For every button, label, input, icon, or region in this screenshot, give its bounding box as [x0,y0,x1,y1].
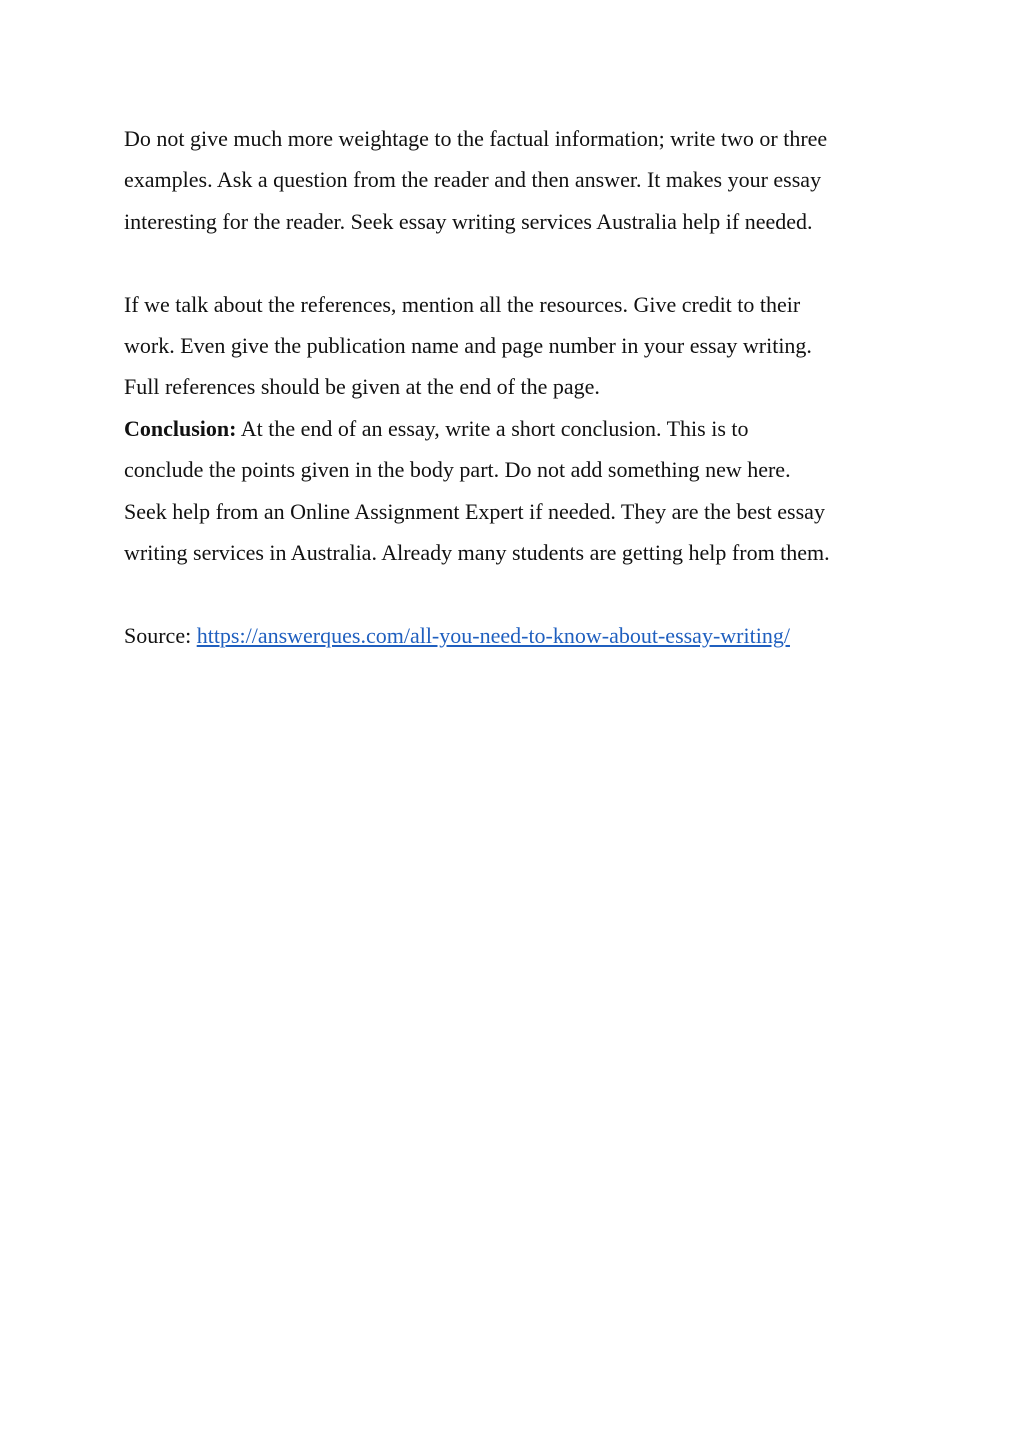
paragraph-line: conclude the points given in the body part. Do not add something new here. [124,457,791,483]
paragraph-references [124,284,924,408]
paragraph-line: If we talk about the references, mention all the resources. Give credit to their [124,291,801,317]
paragraph-line: writing services in Australia. Already many students are getting help from them. [124,539,830,565]
source-line [124,615,924,656]
source-citation [124,615,924,656]
paragraph-line [124,408,924,449]
document-body [124,118,924,656]
paragraph-spacer [124,573,924,614]
paragraph-line: work. Even give the publication name and page number in your essay writing. [124,332,812,358]
paragraph-line: examples. Ask a question from the reader and then answer. It makes your essay [124,167,822,193]
paragraph-line: interesting for the reader. Seek essay writing services Australia help if needed. [124,208,813,234]
source-label: Source: [124,622,197,648]
conclusion-heading: Conclusion: [124,415,237,441]
paragraph-line: Do not give much more weightage to the factual information; write two or three [124,126,828,151]
paragraph-conclusion [124,408,924,574]
paragraph-line: Seek help from an Online Assignment Expert if needed. They are the best essay [124,498,825,524]
conclusion-first-line: At the end of an essay, write a short conclusion. This is to [236,415,749,441]
paragraph-spacer [124,242,924,283]
paragraph-line: Full references should be given at the end of the page. [124,374,600,400]
paragraph-factual-info [124,118,924,242]
source-link[interactable]: https://answerques.com/all-you-need-to-know-about-essay-writing/ [196,622,790,648]
